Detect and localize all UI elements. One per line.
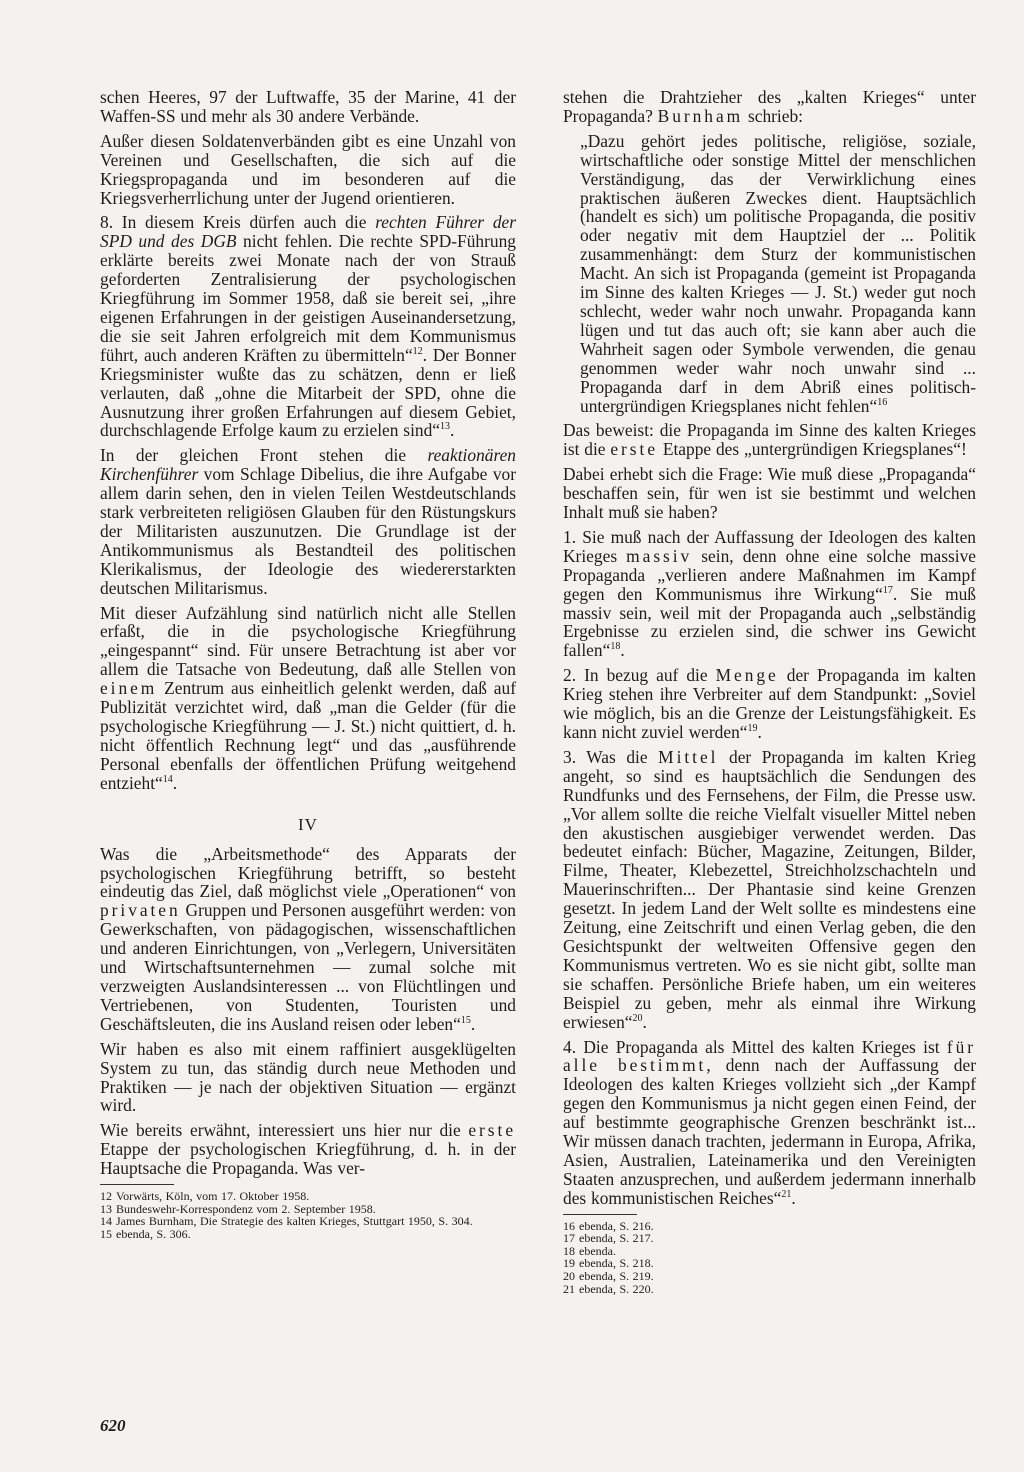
section-heading: IV (298, 814, 318, 834)
right-column (563, 88, 976, 1295)
paragraph: 2. In bezug auf die Menge der Propaganda im kalten Krieg stehen ihre Verbreiter auf dem Standpunkt: „Soviel wie möglich, bis an die Grenze der Leistungsfähigkeit. Es kann nicht zuviel werden“$^{19}$. (563, 665, 976, 742)
footnote-divider (100, 1184, 174, 1185)
paragraph: stehen die Drahtzieher des „kalten Krieges“ unter Propaganda? Burnham schrieb: (563, 87, 976, 126)
footnote: 19 ebenda, S. 218. (563, 1256, 654, 1271)
paragraph: Dabei erhebt sich die Frage: Wie muß diese „Propaganda“ beschaffen sein, für wen ist sie bestimmt und welchen Inhalt muß sie haben? (563, 464, 976, 523)
footnote-ref: 19 (747, 723, 758, 735)
footnote: 15 ebenda, S. 306. (100, 1226, 191, 1241)
block-quote: „Dazu gehört jedes politische, religiöse, soziale, wirtschaftliche oder sonstige Mittel der menschlichen Verständigung, das der Verwirklichung eines praktischen äußeren Zweckes dient. Hauptsächlich (handelt es sich) um politische Propaganda, die positiv oder negativ mit dem Hauptziel der ... Politik zusammenhängt: dem Sturz der kommunistischen Macht. An sich ist Propaganda (gemeint ist Propaganda im Sinne des kalten Krieges — J. St.) weder gut noch schlecht, weder wahr noch unwahr. Propaganda kann lügen und tut das auch oft; sie kann aber auch die Wahrheit sagen oder Symbole verwenden, die genau genommen weder wahr noch unwahr sind ... Propaganda darf in dem Abriß eines politisch-untergründigen Kriegsplanes nicht fehlen“$^{16}$ (580, 130, 976, 416)
paragraph: Was die „Arbeitsmethode“ des Apparats der psychologischen Kriegführung betrifft, so besteht eindeutig das Ziel, daß möglichst viele „Operationen“ von privaten Gruppen und Personen ausgeführt werden: von Gewerkschaften, von pädagogischen, wissenschaftlichen und anderen Einrichtungen, von „Verlegern, Universitäten und Wirtschaftsunternehmen — zumal solche mit verzweigten Auslandsinteressen ... von Flüchtlingen und Vertriebenen, von Studenten, Touristen und Geschäftsleuten, die ins Ausland reisen oder leben“$^{15}$. (100, 843, 516, 1034)
footnote: 14 James Burnham, Die Strategie des kalten Krieges, Stuttgart 1950, S. 304. (100, 1214, 473, 1229)
footnote: 18 ebenda. (563, 1243, 616, 1258)
footnotes (100, 1190, 516, 1240)
footnote: 21 ebenda, S. 220. (563, 1281, 654, 1296)
paragraph: Außer diesen Soldatenverbänden gibt es eine Unzahl von Vereinen und Gesellschaften, die sich auf die Kriegspropaganda und im besonderen auf die Kriegsverherrlichung unter der Jugend orientieren. (100, 130, 516, 208)
footnote: 17 ebenda, S. 217. (563, 1231, 654, 1246)
footnote: 16 ebenda, S. 216. (563, 1218, 654, 1233)
footnote-ref: 21 (781, 1188, 792, 1200)
footnote-ref: 12 (412, 345, 423, 357)
paragraph: Mit dieser Aufzählung sind natürlich nicht alle Stellen erfaßt, die in die psychologische Kriegführung „eingespannt“ sind. Für unsere Betrachtung ist aber vor allem die Tatsache von Bedeutung, daß alle Stellen von einem Zentrum aus einheitlich gelenkt werden, daß auf Publizität verzichtet wird, daß „man die Gelder (für die psychologische Kriegführung — J. St.) nicht quittiert, d. h. nicht öffentlich Rechnung legt“ und das „ausführende Personal ebenfalls der öffentlichen Prüfung weitgehend entzieht“$^{14}$. (100, 602, 516, 793)
paragraph: Das beweist: die Propaganda im Sinne des kalten Krieges ist die erste Etappe des „untergründigen Kriegsplanes“! (563, 420, 976, 460)
paragraph: Wie bereits erwähnt, interessiert uns hier nur die erste Etappe der psychologischen Kriegführung, d. h. in der Hauptsache die Propaganda. Was ver- (100, 1120, 516, 1179)
footnote-ref: 15 (460, 1014, 471, 1026)
paragraph: 4. Die Propaganda als Mittel des kalten Krieges ist für alle bestimmt, denn nach der Auffassung der Ideologen des kalten Krieges vollzieht sich „der Kampf gegen den Kommunismus ja nicht gegen einen Feind, der auf bestimmte geographische Grenzen beschränkt ist... Wir müssen danach trachten, jedermann in Europa, Afrika, Asien, Australien, Lateinamerika und den Vereinigten Staaten anzusprechen, und außerdem jedermann innerhalb des kommunistischen Reiches“$^{21}$. (563, 1036, 976, 1208)
paragraph: 3. Was die Mittel der Propaganda im kalten Krieg angeht, so sind es hauptsächlich die Sendungen des Rundfunks und des Fernsehens, der Film, die Presse usw. „Vor allem sollte die reiche Vielfalt visueller Mittel neben den akustischen ausgiebiger verwendet werden. Das bedeutet einfach: Bücher, Magazine, Zeitungen, Bilder, Filme, Theater, Klebezettel, Streichholzschachteln und Mauerinschriften... Der Phantasie sind keine Grenzen gesetzt. In jedem Land der Welt sollte es mindestens eine Zeitung, eine Zeitschrift und einen Verlag geben, die den Gesichtspunkt der weltweiten Offensive gegen den Kommunismus vertreten. Wo es sie nicht gibt, sollte man sie schaffen. Persönliche Briefe haben, um ein weiteres Beispiel zu geben, mehr als einmal ihre Wirkung erwiesen“$^{20}$. (563, 746, 976, 1032)
paragraph: 1. Sie muß nach der Auffassung der Ideologen des kalten Krieges massiv sein, denn ohne eine solche massive Propaganda „verlieren andere Maßnahmen im Kampf gegen den Kommunismus ihre Wirkung“$^{17}$. Sie muß massiv sein, weil mit der Propaganda auch „selbständig Ergebnisse zu erzielen sind, die schwer ins Gewicht fallen“$^{18}$. (563, 526, 977, 661)
footnotes (563, 1220, 976, 1296)
footnote-ref: 16 (877, 396, 888, 408)
footnote: 12 Vorwärts, Köln, vom 17. Oktober 1958. (100, 1189, 310, 1204)
page-number: 620 (100, 1416, 126, 1435)
footnote-ref: 17 (882, 584, 893, 596)
footnote: 13 Bundeswehr-Korrespondenz vom 2. September 1958. (100, 1201, 376, 1216)
footnote-ref: 18 (610, 641, 621, 653)
footnote-ref: 20 (632, 1012, 643, 1024)
paragraph: 8. In diesem Kreis dürfen auch die rechten Führer der SPD und des DGB nicht fehlen. Die rechte SPD-Führung erklärte bereits zwei Monate nach der von Strauß geforderten Zentralisierung der psychologischen Kriegführung im Sommer 1958, daß sie bereit sei, „ihre eigenen Erfahrungen in der geistigen Auseinandersetzung, die sie seit Jahren erfolgreich mit dem Kommunismus führt, auch anderen Kräften zu übermitteln“$^{12}$. Der Bonner Kriegsminister wußte das zu schätzen, denn er ließ verlauten, daß „ohne die Mitarbeit der SPD, ohne die Ausnutzung ihrer großen Erfahrungen auf diesem Gebiet, durchschlagende Erfolge kaum zu erzielen sind“$^{13}$. (100, 212, 516, 441)
left-column (100, 88, 516, 1240)
paragraph: Wir haben es also mit einem raffiniert ausgeklügelten System zu tun, das ständig durch neue Methoden und Praktiken — je nach der objektiven Situation — ergänzt wird. (100, 1038, 516, 1116)
paragraph: schen Heeres, 97 der Luftwaffe, 35 der Marine, 41 der Waffen-SS und mehr als 30 andere Verbände. (100, 87, 516, 126)
paragraph: In der gleichen Front stehen die reaktionären Kirchenführer vom Schlage Dibelius, die ihre Aufgabe vor allem darin sehen, den in vielen Teilen Westdeutschlands stark verbreiteten religiösen Glauben für den Rüstungskurs der Militaristen auszunutzen. Die Grundlage ist der Antikommunismus als Bestandteil des politischen Klerikalismus, der Ideologie des wiedererstarkten deutschen Militarismus. (100, 445, 516, 598)
footnote-ref: 14 (162, 773, 173, 785)
footnote-divider (563, 1214, 637, 1215)
footnote-ref: 13 (440, 421, 451, 433)
footnote: 20 ebenda, S. 219. (563, 1269, 654, 1284)
